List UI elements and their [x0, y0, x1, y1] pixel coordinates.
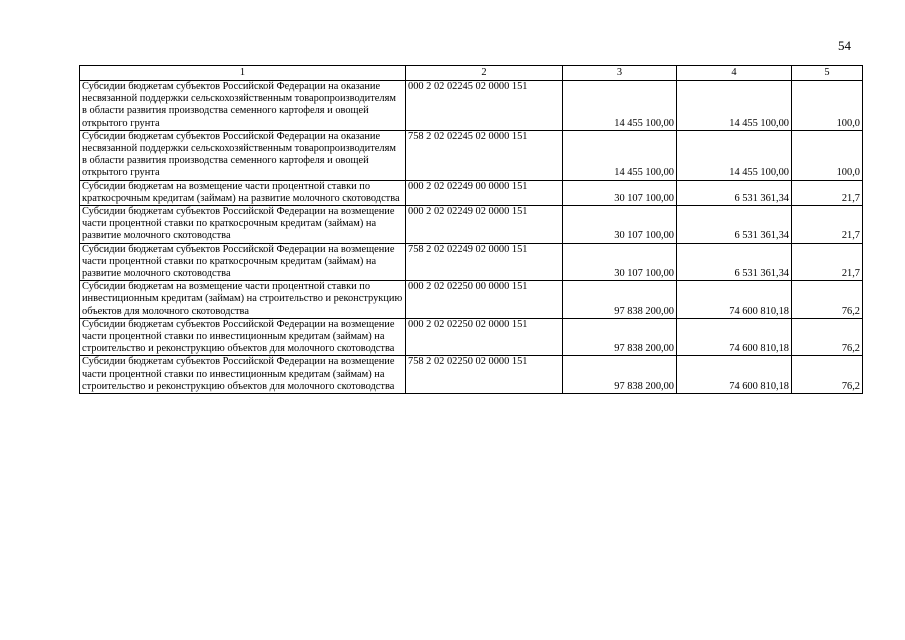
- row-percent: 76,2: [792, 356, 863, 394]
- row-percent: 100,0: [792, 81, 863, 131]
- row-description: Субсидии бюджетам на возмещение части процентной ставки по краткосрочным кредитам (займам) на развитие молочного скотоводства: [80, 180, 406, 205]
- page-number: 54: [838, 38, 851, 53]
- table-row: [80, 206, 863, 244]
- table-row: [80, 130, 863, 180]
- table-row: [80, 243, 863, 281]
- row-planned-amount: 30 107 100,00: [563, 180, 677, 205]
- row-planned-amount: 30 107 100,00: [563, 206, 677, 244]
- row-planned-amount: 30 107 100,00: [563, 243, 677, 281]
- row-code: 758 2 02 02249 02 0000 151: [406, 243, 563, 281]
- row-actual-amount: 6 531 361,34: [677, 180, 792, 205]
- row-percent: 100,0: [792, 130, 863, 180]
- row-description: Субсидии бюджетам субъектов Российской Федерации на возмещение части процентной ставки по инвестиционным кредитам (займам) на строительство и реконструкцию объектов для молочного скотоводства: [80, 318, 406, 356]
- table-header-row: [80, 66, 863, 81]
- column-header-3: 3: [563, 66, 677, 81]
- table-row: [80, 356, 863, 394]
- table-row: [80, 281, 863, 319]
- row-percent: 21,7: [792, 243, 863, 281]
- table-row: [80, 81, 863, 131]
- row-code: 000 2 02 02250 02 0000 151: [406, 318, 563, 356]
- row-description: Субсидии бюджетам субъектов Российской Федерации на возмещение части процентной ставки по инвестиционным кредитам (займам) на строительство и реконструкцию объектов для молочного скотоводства: [80, 356, 406, 394]
- row-description: Субсидии бюджетам субъектов Российской Федерации на оказание несвязанной поддержки сельскохозяйственным товаропроизводителям в области развития производства семенного картофеля и овощей открытого грунта: [80, 130, 406, 180]
- row-planned-amount: 97 838 200,00: [563, 318, 677, 356]
- row-description: Субсидии бюджетам на возмещение части процентной ставки по инвестиционным кредитам (займам) на строительство и реконструкцию объектов для молочного скотоводства: [80, 281, 406, 319]
- row-actual-amount: 14 455 100,00: [677, 130, 792, 180]
- row-code: 000 2 02 02245 02 0000 151: [406, 81, 563, 131]
- row-description: Субсидии бюджетам субъектов Российской Федерации на возмещение части процентной ставки по краткосрочным кредитам (займам) на развитие молочного скотоводства: [80, 243, 406, 281]
- row-percent: 21,7: [792, 180, 863, 205]
- row-percent: 21,7: [792, 206, 863, 244]
- row-actual-amount: 6 531 361,34: [677, 206, 792, 244]
- row-planned-amount: 14 455 100,00: [563, 81, 677, 131]
- budget-table: [79, 65, 863, 394]
- column-header-1: 1: [80, 66, 406, 81]
- row-actual-amount: 74 600 810,18: [677, 281, 792, 319]
- row-actual-amount: 14 455 100,00: [677, 81, 792, 131]
- column-header-4: 4: [677, 66, 792, 81]
- column-header-5: 5: [792, 66, 863, 81]
- row-actual-amount: 74 600 810,18: [677, 318, 792, 356]
- row-description: Субсидии бюджетам субъектов Российской Федерации на возмещение части процентной ставки по краткосрочным кредитам (займам) на развитие молочного скотоводства: [80, 206, 406, 244]
- row-code: 000 2 02 02250 00 0000 151: [406, 281, 563, 319]
- column-header-2: 2: [406, 66, 563, 81]
- table-row: [80, 318, 863, 356]
- table-row: [80, 180, 863, 205]
- row-code: 758 2 02 02250 02 0000 151: [406, 356, 563, 394]
- row-percent: 76,2: [792, 318, 863, 356]
- row-actual-amount: 6 531 361,34: [677, 243, 792, 281]
- row-description: Субсидии бюджетам субъектов Российской Федерации на оказание несвязанной поддержки сельскохозяйственным товаропроизводителям в области развития производства семенного картофеля и овощей открытого грунта: [80, 81, 406, 131]
- row-percent: 76,2: [792, 281, 863, 319]
- row-code: 000 2 02 02249 00 0000 151: [406, 180, 563, 205]
- row-planned-amount: 14 455 100,00: [563, 130, 677, 180]
- row-planned-amount: 97 838 200,00: [563, 281, 677, 319]
- row-code: 758 2 02 02245 02 0000 151: [406, 130, 563, 180]
- row-code: 000 2 02 02249 02 0000 151: [406, 206, 563, 244]
- row-planned-amount: 97 838 200,00: [563, 356, 677, 394]
- row-actual-amount: 74 600 810,18: [677, 356, 792, 394]
